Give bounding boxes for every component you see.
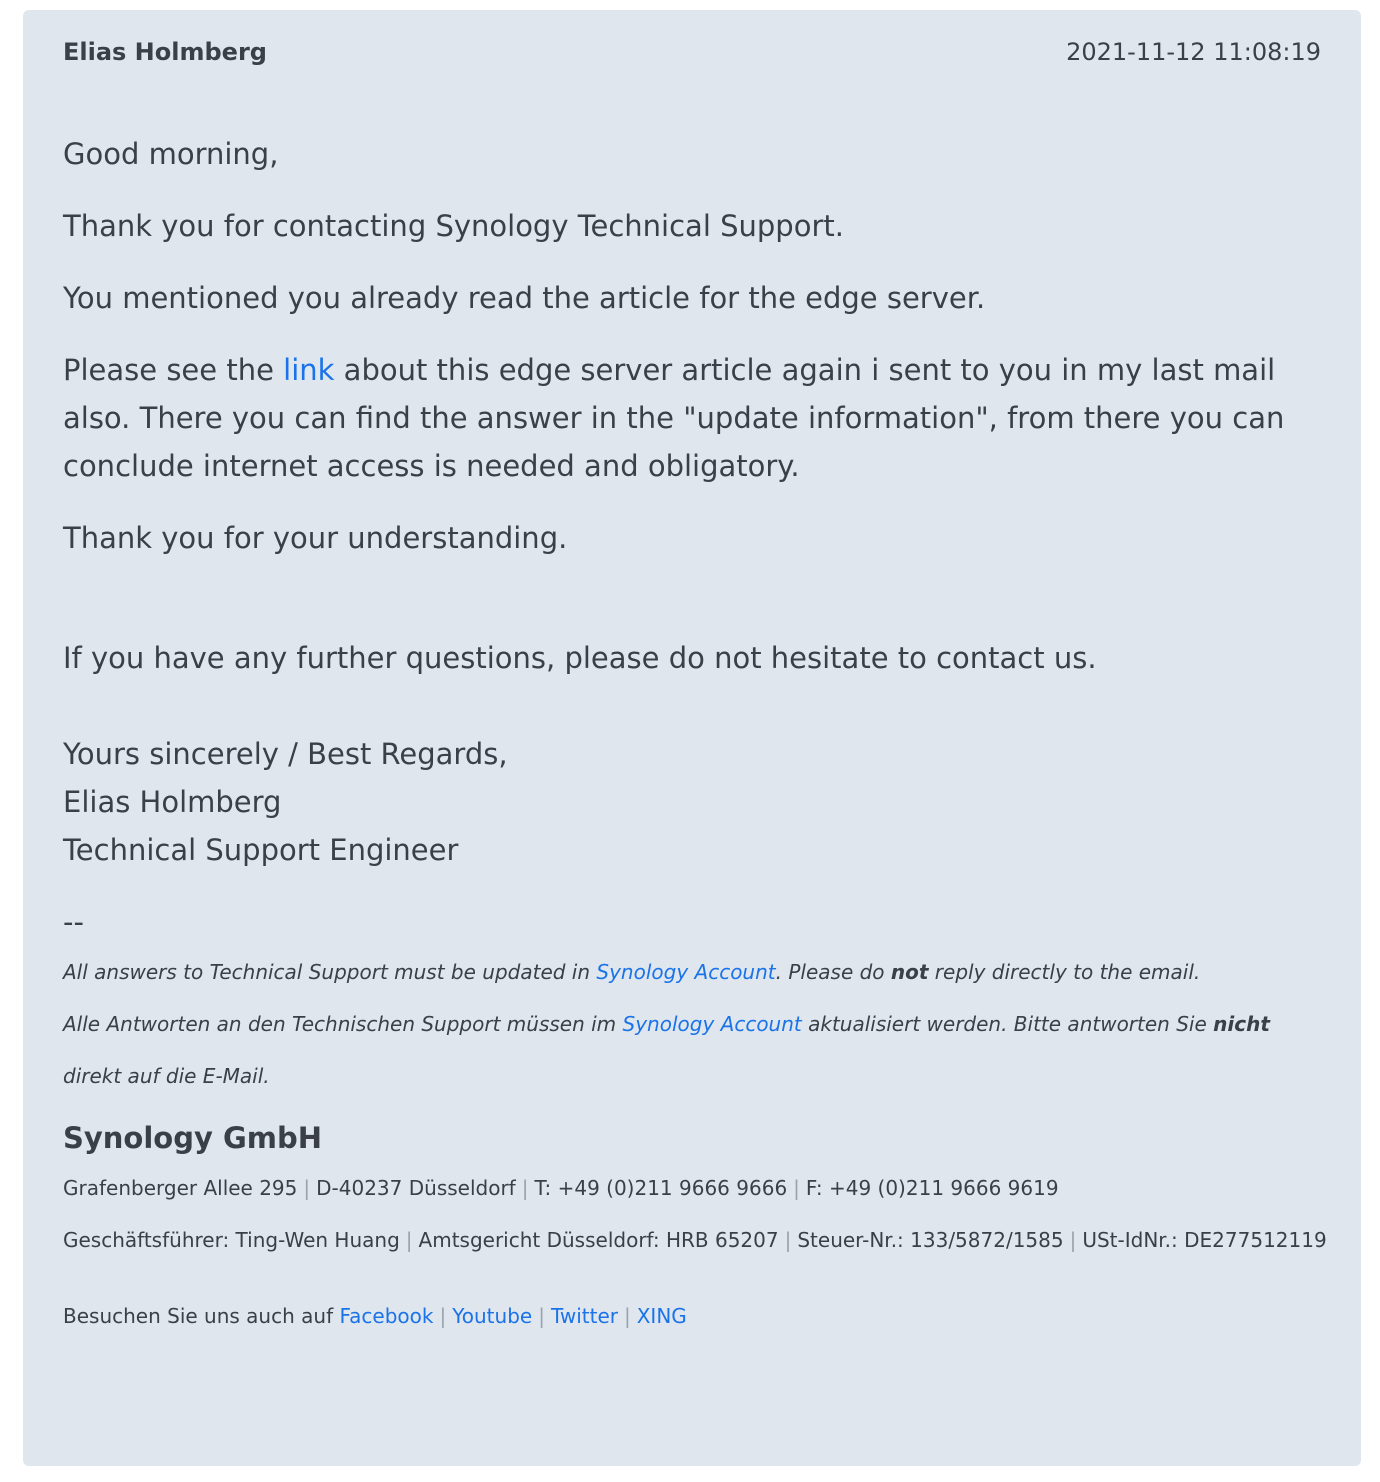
disclaimer-de-text: Alle Antworten an den Technischen Support müssen im [63,1012,623,1036]
social-links [63,1290,1331,1342]
company-address: Grafenberger Allee 295 [63,1176,298,1200]
company-legal [63,1214,1331,1266]
disclaimer-en-text: All answers to Technical Support must be updated in [63,960,597,984]
message-line-2: You mentioned you already read the article for the edge server. [63,281,986,315]
company-city: D-40237 Düsseldorf [316,1176,516,1200]
greeting: Good morning, [63,137,279,171]
twitter-link[interactable]: Twitter [550,1304,618,1328]
signature-name: Elias Holmberg [63,785,282,819]
company-phone: T: +49 (0)211 9666 9666 [534,1176,788,1200]
message-line-4: Thank you for your understanding. [63,521,568,555]
social-prefix: Besuchen Sie uns auch auf [63,1304,340,1328]
separator: | [1069,1228,1077,1252]
closing: Yours sincerely / Best Regards, [63,737,508,771]
message-line-5: If you have any further questions, please do not hesitate to contact us. [63,641,1097,675]
separator: | [623,1304,631,1328]
xing-link[interactable]: XING [636,1304,687,1328]
separator: | [439,1304,447,1328]
message-body [63,130,1331,1342]
disclaimer-de [63,998,1331,1102]
disclaimer-en-after: reply directly to the email. [928,960,1201,984]
disclaimer-de-after: direkt auf die E-Mail. [63,1064,270,1088]
message-header [63,34,1321,70]
company-court: Amtsgericht Düsseldorf: HRB 65207 [418,1228,779,1252]
separator: | [405,1228,413,1252]
message-line-1: Thank you for contacting Synology Technical Support. [63,209,844,243]
message-card [23,10,1361,1466]
synology-account-link-de[interactable]: Synology Account [622,1012,802,1036]
company-ceo: Geschäftsführer: Ting-Wen Huang [63,1228,400,1252]
separator: | [303,1176,311,1200]
disclaimer-de-bold: nicht [1213,1012,1270,1036]
company-tax: Steuer-Nr.: 133/5872/1585 [797,1228,1064,1252]
separator: | [784,1228,792,1252]
company-vat: USt-IdNr.: DE277512119 [1082,1228,1327,1252]
message-line-3 [63,346,1331,490]
separator: | [521,1176,529,1200]
company-name: Synology GmbH [63,1121,323,1155]
line3-before: Please see the [63,353,284,387]
line3-after: about this edge server article again i sent to you in my last mail also. There you can find the answer in the "update information", from there you can conclude internet access is needed and obligatory. [63,353,1285,483]
company-fax: F: +49 (0)211 9666 9619 [805,1176,1059,1200]
disclaimer-en-bold: not [890,960,929,984]
message-timestamp: 2021-11-12 11:08:19 [1066,38,1321,66]
signature-role: Technical Support Engineer [63,833,459,867]
company-contact [63,1162,1331,1214]
synology-account-link-en[interactable]: Synology Account [596,960,776,984]
disclaimer-de-middle: aktualisiert werden. Bitte antworten Sie [801,1012,1214,1036]
separator: | [538,1304,545,1328]
disclaimer-en-middle: . Please do [775,960,891,984]
facebook-link[interactable]: Facebook [339,1304,434,1328]
sender-name: Elias Holmberg [63,38,267,66]
signature-separator: -- [63,905,84,939]
article-link[interactable]: link [283,353,335,387]
separator: | [793,1176,800,1200]
youtube-link[interactable]: Youtube [452,1304,533,1328]
disclaimer-en [63,946,1331,998]
